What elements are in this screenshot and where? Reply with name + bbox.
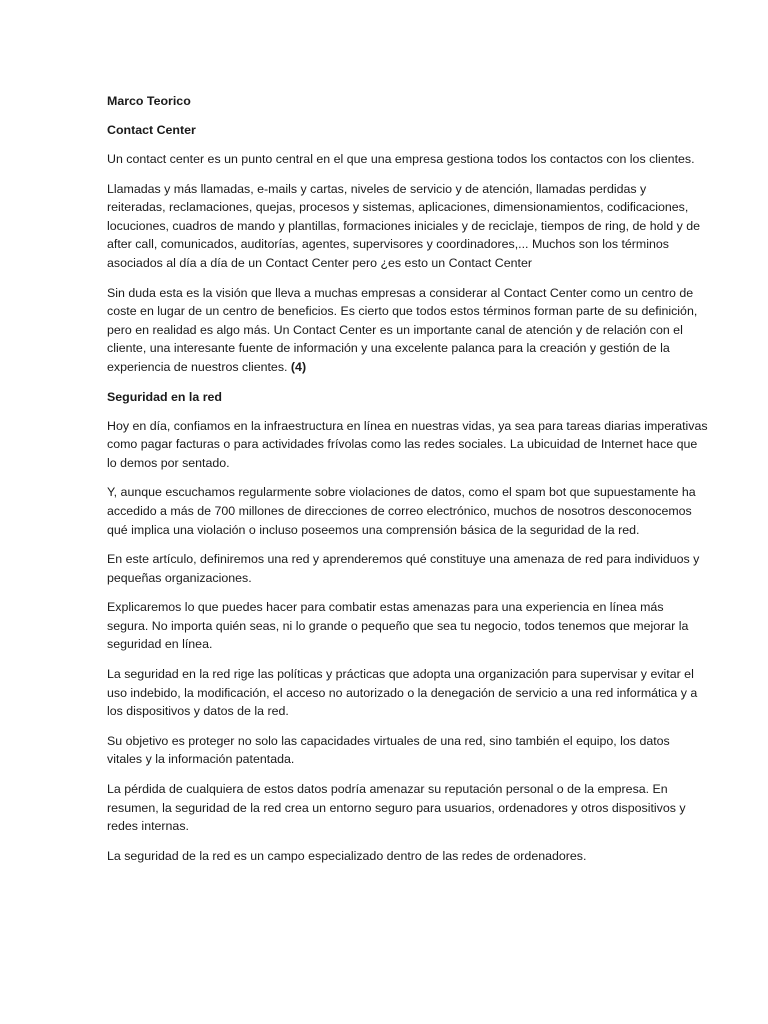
paragraph: [107, 284, 708, 377]
paragraph: Y, aunque escuchamos regularmente sobre violaciones de datos, como el spam bot que supuestamente ha accedido a más de 700 millones de direcciones de correo electrónico, muchos de nosotros desconocemos qué implica una violación o incluso poseemos una comprensión básica de la seguridad de la red.: [107, 485, 696, 537]
document-title: Marco Teorico: [107, 94, 191, 108]
paragraph: Su objetivo es proteger no solo las capacidades virtuales de una red, sino también el equipo, los datos vitales y la información patentada.: [107, 733, 670, 767]
paragraph: Un contact center es un punto central en el que una empresa gestiona todos los contactos con los clientes.: [107, 152, 695, 166]
paragraph: Explicaremos lo que puedes hacer para combatir estas amenazas para una experiencia en línea más segura. No importa quién seas, ni lo grande o pequeño que sea tu negocio, todos tenemos que mejorar la seguridad en línea.: [107, 600, 689, 652]
paragraph: Llamadas y más llamadas, e-mails y cartas, niveles de servicio y de atención, llamadas perdidas y reiteradas, reclamaciones, quejas, procesos y sistemas, aplicaciones, dimensionamientos, codificaciones, locuciones, cuadros de mando y plantillas, formaciones iniciales y de reciclaje, tiempos de ring, de hold y de after call, comunicados, auditorías, agentes, supervisores y coordinadores,... Muchos son los términos asociados al día a día de un Contact Center pero ¿es esto un Contact Center: [107, 181, 701, 270]
reference-marker: (4): [290, 359, 307, 374]
paragraph: Hoy en día, confiamos en la infraestructura en línea en nuestras vidas, ya sea para tareas diarias imperativas como pagar facturas o para actividades frívolas como las redes sociales. La ubicuidad de Internet hace que lo demos por sentado.: [107, 418, 708, 470]
paragraph-text: Sin duda esta es la visión que lleva a muchas empresas a considerar al Contact Center como un centro de coste en lugar de un centro de beneficios. Es cierto que todos estos términos forman parte de su definición, pero en realidad es algo más. Un Contact Center es un importante canal de atención y de relación con el cliente, una interesante fuente de información y una excelente palanca para la creación y gestión de la experiencia de nuestros clientes.: [107, 285, 698, 374]
section-heading-seguridad-red: Seguridad en la red: [107, 389, 222, 404]
paragraph: La seguridad en la red rige las políticas y prácticas que adopta una organización para supervisar y evitar el uso indebido, la modificación, el acceso no autorizado o la denegación de servicio a una red informática y a los dispositivos y datos de la red.: [107, 667, 698, 719]
section-heading-contact-center: Contact Center: [107, 123, 196, 137]
paragraph: La pérdida de cualquiera de estos datos podría amenazar su reputación personal o de la empresa. En resumen, la seguridad de la red crea un entorno seguro para usuarios, ordenadores y otros dispositivos y redes internas.: [107, 782, 686, 834]
paragraph: La seguridad de la red es un campo especializado dentro de las redes de ordenadores.: [107, 848, 587, 863]
paragraph: En este artículo, definiremos una red y aprenderemos qué constituye una amenaza de red para individuos y pequeñas organizaciones.: [107, 552, 700, 585]
